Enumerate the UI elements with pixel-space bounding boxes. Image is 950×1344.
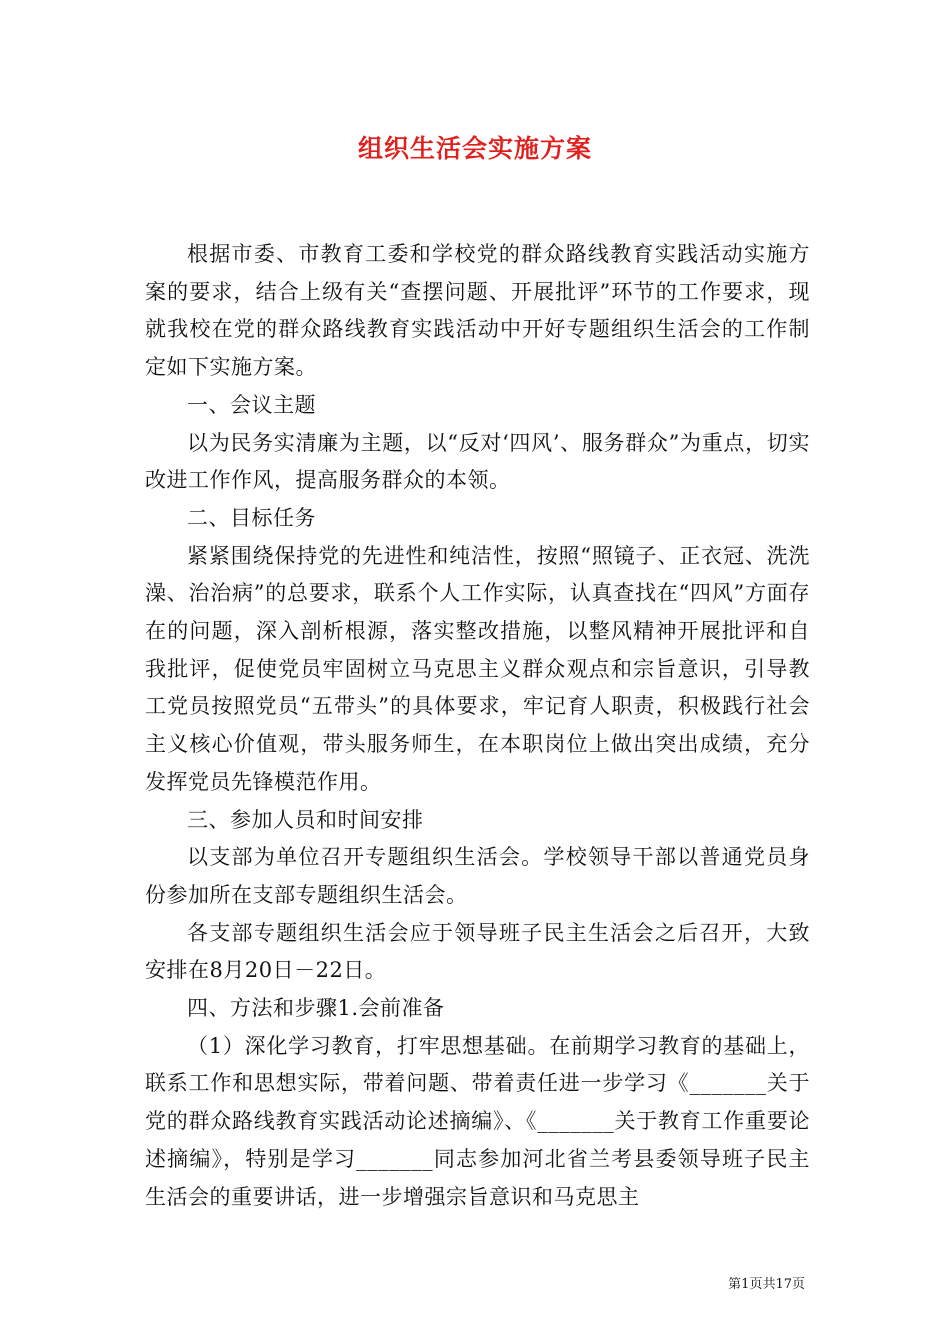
intro-paragraph: 根据市委、市教育工委和学校党的群众路线教育实践活动实施方案的要求，结合上级有关“查摆问题、开展批评”环节的工作要求，现就我校在党的群众路线教育实践活动中开好专题组织生活会的工作制定如下实施方案。 [145,242,810,380]
section-heading-participants: 三、参加人员和时间安排 [187,807,424,832]
methods-paragraph: （1）深化学习教育，打牢思想基础。在前期学习教育的基础上，联系工作和思想实际，带着问题、带着责任进一步学习《_______关于党的群众路线教育实践活动论述摘编》、《_______关于教育工作重要论述摘编》，特别是学习_______同志参加河北省兰考县委领导班子民主生活会的重要讲话，进一步增强宗旨意识和马克思主 [145,1033,810,1209]
document-body [145,236,810,1216]
participants-paragraph: 以支部为单位召开专题组织生活会。学校领导干部以普通党员身份参加所在支部专题组织生活会。 [145,845,810,907]
section-heading-goals: 二、目标任务 [187,505,316,530]
document-title: 组织生活会实施方案 [357,134,592,163]
section-heading-theme: 一、会议主题 [187,392,316,417]
theme-paragraph: 以为民务实清廉为主题，以“反对‘四风’、服务群众”为重点，切实改进工作作风，提高服务群众的本领。 [145,430,810,493]
schedule-paragraph: 各支部专题组织生活会应于领导班子民主生活会之后召开，大致安排在8月20日－22日。 [145,920,810,983]
page-number-footer: 第1页共17页 [728,1277,805,1292]
section-heading-methods: 四、方法和步骤1.会前准备 [187,996,445,1021]
goals-paragraph: 紧紧围绕保持党的先进性和纯洁性，按照“照镜子、正衣冠、洗洗澡、治治病”的总要求，联系个人工作实际，认真查找在“四风”方面存在的问题，深入剖析根源，落实整改措施，以整风精神开展批评和自我批评，促使党员牢固树立马克思主义群众观点和宗旨意识，引导教工党员按照党员“五带头”的具体要求，牢记育人职责，积极践行社会主义核心价值观，带头服务师生，在本职岗位上做出突出成绩，充分发挥党员先锋模范作用。 [145,543,810,794]
